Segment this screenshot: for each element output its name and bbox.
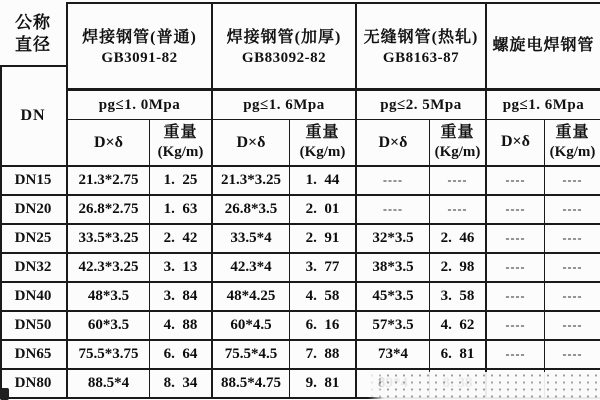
row-label-dn: DN50	[0, 312, 68, 341]
row-label-dn: DN32	[0, 254, 68, 283]
pressure-rating: pg≤1. 6Mpa	[487, 91, 600, 120]
subheader-dxs: D×δ	[357, 120, 430, 167]
cell-weight: ----	[545, 225, 600, 254]
group-title: 螺旋电焊钢管	[492, 37, 595, 54]
cell-dimension: 88.5*4	[68, 370, 150, 399]
cell-dimension: 42.3*3.25	[68, 254, 150, 283]
cell-dimension: 57*3.5	[357, 312, 430, 341]
weight-unit: (Kg/m)	[299, 144, 346, 161]
scan-artifact	[0, 388, 9, 400]
table-left-border	[0, 65, 2, 397]
row-label-dn: DN25	[0, 225, 68, 254]
row-label-dn: DN80	[0, 370, 68, 399]
cell-dimension: ----	[487, 254, 545, 283]
cell-weight: ----	[430, 196, 487, 225]
row-label-dn: DN65	[0, 341, 68, 370]
cell-dimension: 60*3.5	[68, 312, 150, 341]
cell-dimension: 26.8*3.5	[213, 196, 290, 225]
row-label-dn: DN40	[0, 283, 68, 312]
header-dn: DN	[0, 67, 68, 167]
cell-dimension: ----	[487, 225, 545, 254]
cell-dimension: 60*4.5	[213, 312, 290, 341]
weight-label: 重量	[440, 124, 475, 142]
cell-dimension: 33.5*3.25	[68, 225, 150, 254]
cell-dimension: 73*4	[357, 341, 430, 370]
cell-weight: 2. 98	[430, 254, 487, 283]
cell-weight: 7. 88	[290, 341, 357, 370]
weight-unit: (Kg/m)	[434, 144, 481, 161]
cell-weight: 4. 88	[150, 312, 213, 341]
cell-dimension: 33.5*4	[213, 225, 290, 254]
cell-weight: 6. 16	[290, 312, 357, 341]
weight-unit: (Kg/m)	[157, 144, 204, 161]
dn-column	[0, 2, 68, 399]
group-standard: GB8163-87	[382, 49, 460, 66]
cell-weight: 2. 46	[430, 225, 487, 254]
pressure-rating: pg≤2. 5Mpa	[357, 91, 487, 120]
group-header-seamless	[357, 2, 487, 91]
cell-dimension: ----	[487, 312, 545, 341]
cell-weight: 1. 44	[290, 167, 357, 196]
group-header-spiral	[487, 2, 600, 91]
cell-weight: 2. 01	[290, 196, 357, 225]
cell-dimension: 45*3.5	[357, 283, 430, 312]
cell-weight: ----	[430, 167, 487, 196]
subheader-dxs: D×δ	[213, 120, 290, 167]
watermark-overlay	[368, 372, 600, 400]
subheader-weight	[150, 120, 213, 167]
cell-dimension: ----	[487, 341, 545, 370]
subheader-dxs: D×δ	[487, 120, 545, 167]
group-title: 焊接钢管(加厚)	[226, 28, 342, 46]
group-standard: GB83092-82	[241, 49, 327, 66]
pipe-spec-table	[0, 2, 600, 399]
cell-weight: ----	[545, 312, 600, 341]
cell-weight: 3. 58	[430, 283, 487, 312]
cell-dimension: 88.5*4.75	[213, 370, 290, 399]
cell-weight: 9. 81	[290, 370, 357, 399]
cell-weight: ----	[545, 167, 600, 196]
weight-label: 重量	[163, 124, 198, 142]
cell-dimension: 21.3*3.25	[213, 167, 290, 196]
group-standard: GB3091-82	[101, 49, 178, 66]
cell-weight: 1. 63	[150, 196, 213, 225]
cell-dimension: 26.8*2.75	[68, 196, 150, 225]
group-title: 焊接钢管(普通)	[82, 28, 197, 46]
cell-dimension: 42.3*4	[213, 254, 290, 283]
weight-unit: (Kg/m)	[549, 144, 596, 161]
row-label-dn: DN20	[0, 196, 68, 225]
subheader-weight	[430, 120, 487, 167]
cell-dimension: 38*3.5	[357, 254, 430, 283]
cell-dimension: ----	[487, 196, 545, 225]
cell-dimension: 75.5*3.75	[68, 341, 150, 370]
group-header-welded-thick	[213, 2, 357, 91]
cell-dimension: 48*4.25	[213, 283, 290, 312]
cell-weight: 4. 58	[290, 283, 357, 312]
cell-dimension: ----	[487, 283, 545, 312]
cell-weight: ----	[545, 254, 600, 283]
cell-weight: 2. 42	[150, 225, 213, 254]
weight-label: 重量	[555, 124, 590, 142]
table-top-border	[66, 2, 600, 4]
header-nominal-diameter: 公称直径	[0, 2, 68, 67]
cell-weight: 2. 91	[290, 225, 357, 254]
cell-weight: 1. 25	[150, 167, 213, 196]
cell-weight: ----	[545, 196, 600, 225]
cell-weight: 3. 77	[290, 254, 357, 283]
subheader-weight	[545, 120, 600, 167]
cell-dimension: 48*3.5	[68, 283, 150, 312]
row-label-dn: DN15	[0, 167, 68, 196]
cell-weight: 6. 81	[430, 341, 487, 370]
cell-weight: 3. 13	[150, 254, 213, 283]
cell-weight: 6. 64	[150, 341, 213, 370]
weight-label: 重量	[305, 124, 340, 142]
pressure-rating: pg≤1. 0Mpa	[68, 91, 213, 120]
cell-weight: ----	[545, 283, 600, 312]
cell-dimension: 21.3*2.75	[68, 167, 150, 196]
group-header-welded-ordinary	[68, 2, 213, 91]
cell-weight: 8. 34	[150, 370, 213, 399]
subheader-weight	[290, 120, 357, 167]
pressure-rating: pg≤1. 6Mpa	[213, 91, 357, 120]
cell-weight: 4. 62	[430, 312, 487, 341]
cell-dimension: 75.5*4.5	[213, 341, 290, 370]
cell-dimension: ----	[357, 196, 430, 225]
subheader-dxs: D×δ	[68, 120, 150, 167]
cell-dimension: ----	[357, 167, 430, 196]
cell-dimension: ----	[487, 167, 545, 196]
spec-grid	[68, 2, 600, 399]
cell-weight: ----	[545, 341, 600, 370]
cell-dimension: 32*3.5	[357, 225, 430, 254]
cell-weight: 3. 84	[150, 283, 213, 312]
group-title: 无缝钢管(热轧)	[363, 28, 479, 46]
